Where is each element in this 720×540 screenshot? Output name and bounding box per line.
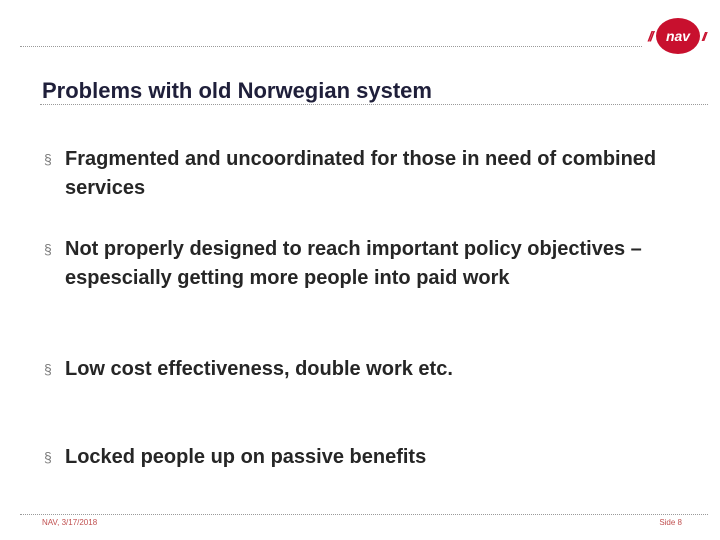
title-divider (40, 104, 708, 105)
logo-right-marks: // (702, 30, 705, 44)
top-divider (20, 46, 642, 47)
bullet-marker-icon: § (44, 449, 52, 465)
logo-circle (656, 18, 700, 54)
bullet-marker-icon: § (44, 151, 52, 167)
footer-page-number: Side 8 (659, 518, 682, 527)
bullet-item (42, 145, 682, 203)
bullet-marker-icon: § (44, 241, 52, 257)
nav-logo (648, 16, 712, 56)
bullet-item (42, 235, 682, 293)
logo-left-marks: // (648, 28, 652, 44)
slide-title: Problems with old Norwegian system (42, 78, 432, 103)
bullet-text: Fragmented and uncoordinated for those in need of combined services (65, 148, 657, 199)
bullet-marker-icon: § (44, 361, 52, 377)
bullet-text: Low cost effectiveness, double work etc. (65, 358, 453, 380)
logo-text: nav (665, 28, 691, 44)
bullet-text: Not properly designed to reach important policy objectives – espescially getting more people into paid work (65, 238, 642, 289)
footer-date: NAV, 3/17/2018 (42, 518, 98, 527)
bullet-item (42, 443, 682, 472)
bullet-item (42, 355, 682, 384)
footer-divider (20, 514, 708, 515)
bullet-text: Locked people up on passive benefits (65, 446, 427, 468)
